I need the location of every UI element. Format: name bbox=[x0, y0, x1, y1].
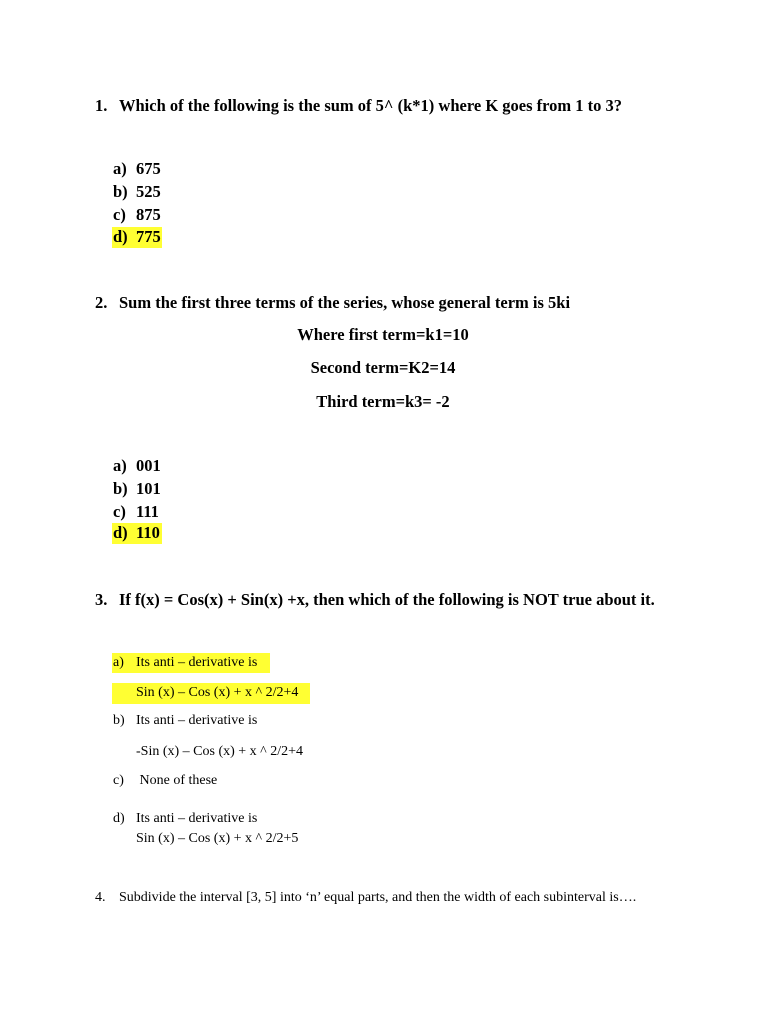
question-3-number: 3. bbox=[95, 590, 108, 609]
question-3 bbox=[95, 590, 728, 610]
question-1-option-b bbox=[113, 181, 161, 203]
question-3-option-b-sub: -Sin (x) – Cos (x) + x ^ 2/2+4 bbox=[136, 744, 304, 759]
question-4-text: Subdivide the interval [3, 5] into ‘n’ equal parts, and then the width of each subinterval is…. bbox=[119, 890, 637, 905]
option-text: Its anti – derivative is bbox=[136, 713, 258, 728]
option-letter: a) bbox=[113, 655, 124, 670]
option-text: Its anti – derivative is bbox=[136, 655, 258, 670]
option-text: None of these bbox=[136, 773, 218, 788]
option-letter: d) bbox=[113, 811, 125, 826]
question-2 bbox=[95, 293, 728, 313]
question-3-option-d bbox=[113, 809, 257, 829]
option-text: 775 bbox=[136, 227, 161, 246]
option-text: 525 bbox=[136, 182, 161, 201]
question-1-number: 1. bbox=[95, 96, 108, 115]
question-2-number: 2. bbox=[95, 293, 108, 312]
option-letter: c) bbox=[113, 773, 124, 788]
option-text: Its anti – derivative is bbox=[136, 811, 258, 826]
question-2-option-a bbox=[113, 455, 161, 477]
option-letter: c) bbox=[113, 502, 126, 521]
option-letter: a) bbox=[113, 456, 127, 475]
question-3-text: If f(x) = Cos(x) + Sin(x) +x, then which of the following is NOT true about it. bbox=[119, 590, 655, 609]
option-letter: b) bbox=[113, 479, 128, 498]
option-letter: a) bbox=[113, 159, 127, 178]
question-2-option-b bbox=[113, 478, 161, 500]
question-3-option-b bbox=[113, 711, 257, 731]
question-2-given-1: Where first term=k1=10 bbox=[297, 325, 469, 344]
option-text: 875 bbox=[136, 205, 161, 224]
question-1-text: Which of the following is the sum of 5^ (k*1) where K goes from 1 to 3? bbox=[119, 96, 623, 115]
question-2-option-d bbox=[113, 522, 160, 544]
option-text: 111 bbox=[136, 502, 159, 521]
question-3-option-a bbox=[113, 653, 257, 673]
question-4-number: 4. bbox=[95, 890, 106, 905]
option-text: 675 bbox=[136, 159, 161, 178]
question-3-option-c bbox=[113, 771, 217, 791]
question-2-given-2: Second term=K2=14 bbox=[310, 358, 456, 377]
option-letter: c) bbox=[113, 205, 126, 224]
question-2-text: Sum the first three terms of the series, whose general term is 5ki bbox=[119, 293, 571, 312]
option-text: 110 bbox=[136, 523, 160, 542]
question-2-option-c bbox=[113, 501, 159, 523]
option-letter: b) bbox=[113, 182, 128, 201]
question-2-given-3: Third term=k3= -2 bbox=[316, 392, 450, 411]
option-letter: d) bbox=[113, 227, 128, 246]
option-letter: d) bbox=[113, 523, 128, 542]
question-3-option-a-sub: Sin (x) – Cos (x) + x ^ 2/2+4 bbox=[136, 685, 299, 700]
question-1-option-d bbox=[113, 226, 161, 248]
option-text: 101 bbox=[136, 479, 161, 498]
option-text: 001 bbox=[136, 456, 161, 475]
question-1 bbox=[95, 96, 728, 116]
question-1-option-a bbox=[113, 158, 161, 180]
option-letter: b) bbox=[113, 713, 125, 728]
question-3-option-d-sub: Sin (x) – Cos (x) + x ^ 2/2+5 bbox=[136, 831, 299, 846]
question-1-option-c bbox=[113, 204, 161, 226]
question-4 bbox=[95, 890, 728, 906]
